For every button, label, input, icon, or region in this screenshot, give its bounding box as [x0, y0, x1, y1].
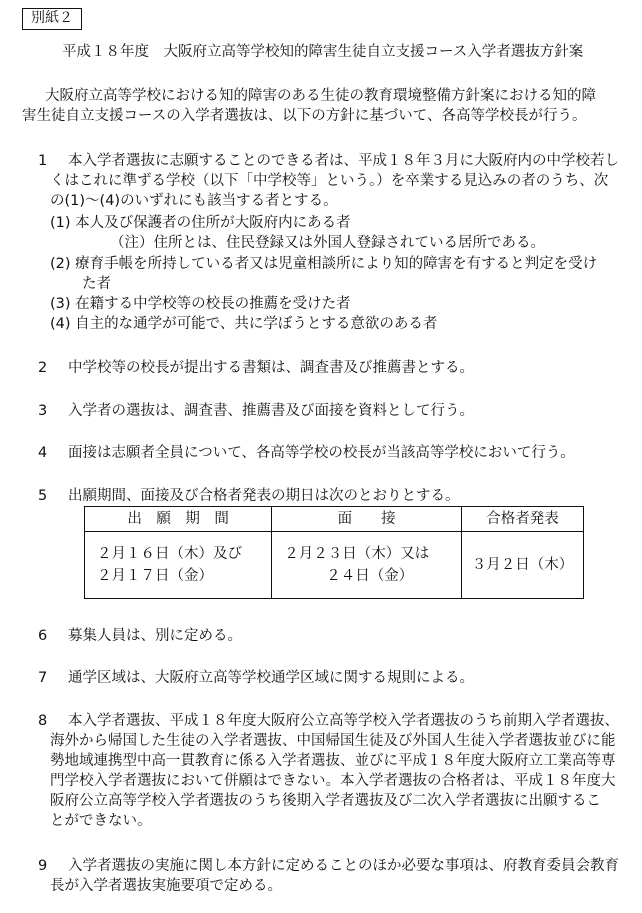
- item-1-sub-3: (3) 在籍する中学校等の校長の推薦を受けた者: [50, 296, 351, 312]
- item-1-sub-2-cont: た者: [82, 276, 111, 292]
- item-9-number: 9: [38, 858, 48, 874]
- cell-result-announcement: [462, 532, 584, 599]
- item-1-sub-4: (4) 自主的な通学が可能で、共に学ぼうとする意欲のある者: [50, 316, 438, 332]
- cell-application-period: [85, 532, 272, 599]
- intro-line-1: 大阪府立高等学校における知的障害のある生徒の教育環境整備方針案における知的障: [45, 88, 596, 104]
- item-8-line-5: 阪府公立高等学校入学者選抜のうち後期入学者選抜及び二次入学者選抜に出願するこ: [50, 793, 601, 809]
- item-9-line-1: 入学者選抜の実施に関し本方針に定めることのほか必要な事項は、府教育委員会教育: [68, 858, 619, 874]
- schedule-header-row: [85, 507, 584, 532]
- item-9-line-2: 長が入学者選抜実施要項で定める。: [50, 878, 282, 894]
- item-8-line-2: 海外から帰国した生徒の入学者選抜、中国帰国生徒及び外国人生徒入学者選抜並びに能: [50, 733, 616, 749]
- item-8-number: 8: [38, 713, 48, 729]
- item-3-text: 入学者の選抜は、調査書、推薦書及び面接を資料として行う。: [68, 403, 474, 419]
- item-8-line-6: とができない。: [50, 813, 152, 829]
- item-2-number: 2: [38, 360, 48, 376]
- item-2-text: 中学校等の校長が提出する書類は、調査書及び推薦書とする。: [68, 360, 474, 376]
- intro-line-2: 害生徒自立支援コースの入学者選抜は、以下の方針に基づいて、各高等学校長が行う。: [22, 108, 587, 124]
- item-6-number: 6: [38, 628, 48, 644]
- cell-interview: [272, 532, 462, 599]
- application-date-1: ２月１６日（木）及び: [97, 546, 242, 562]
- header-application-period: 出 願 期 間: [85, 507, 272, 532]
- application-date-2: ２月１７日（金）: [97, 568, 213, 584]
- item-4-text: 面接は志願者全員について、各高等学校の校長が当該高等学校において行う。: [68, 445, 575, 461]
- interview-date-1: ２月２３日（木）又は: [284, 546, 430, 562]
- item-3-number: 3: [38, 403, 48, 419]
- item-1-number: 1: [38, 153, 48, 169]
- item-1-sub-1: (1) 本人及び保護者の住所が大阪府内にある者: [50, 215, 351, 231]
- item-4-number: 4: [38, 445, 48, 461]
- item-1-note: （注）住所とは、住民登録又は外国人登録されている居所である。: [110, 235, 545, 251]
- attachment-label: 別紙２: [22, 8, 82, 30]
- schedule-data-row: [85, 532, 584, 599]
- item-7-number: 7: [38, 670, 48, 686]
- document-title: 平成１８年度 大阪府立高等学校知的障害生徒自立支援コース入学者選抜方針案: [62, 44, 584, 60]
- result-date: ３月２日（木）: [471, 557, 574, 573]
- schedule-table: [84, 506, 584, 599]
- item-1-sub-2: (2) 療育手帳を所持している者又は児童相談所により知的障害を有すると判定を受け: [50, 256, 598, 272]
- header-interview: 面 接: [272, 507, 462, 532]
- item-1-line-2: くはこれに準ずる学校（以下「中学校等」という。）を卒業する見込みの者のうち、次: [50, 173, 609, 189]
- item-6-text: 募集人員は、別に定める。: [68, 628, 242, 644]
- item-8-line-1: 本入学者選抜、平成１８年度大阪府公立高等学校入学者選抜のうち前期入学者選抜、: [68, 713, 619, 729]
- header-result-announcement: 合格者発表: [462, 507, 584, 532]
- item-8-line-4: 門学校入学者選抜において併願はできない。本入学者選抜の合格者は、平成１８年度大: [50, 773, 616, 789]
- item-8-line-3: 勢地域連携型中高一貫教育に係る入学者選抜、並びに平成１８年度大阪府立工業高等専: [50, 753, 616, 769]
- item-1-line-1: 本入学者選抜に志願することのできる者は、平成１８年３月に大阪府内の中学校若し: [68, 153, 619, 169]
- item-1-line-3: の(1)～(4)のいずれにも該当する者とする。: [50, 193, 338, 209]
- interview-date-2: ２４日（金）: [326, 568, 414, 584]
- item-7-text: 通学区域は、大阪府立高等学校通学区域に関する規則による。: [68, 670, 474, 686]
- item-5-number: 5: [38, 488, 48, 504]
- item-5-text: 出願期間、面接及び合格者発表の期日は次のとおりとする。: [68, 488, 460, 504]
